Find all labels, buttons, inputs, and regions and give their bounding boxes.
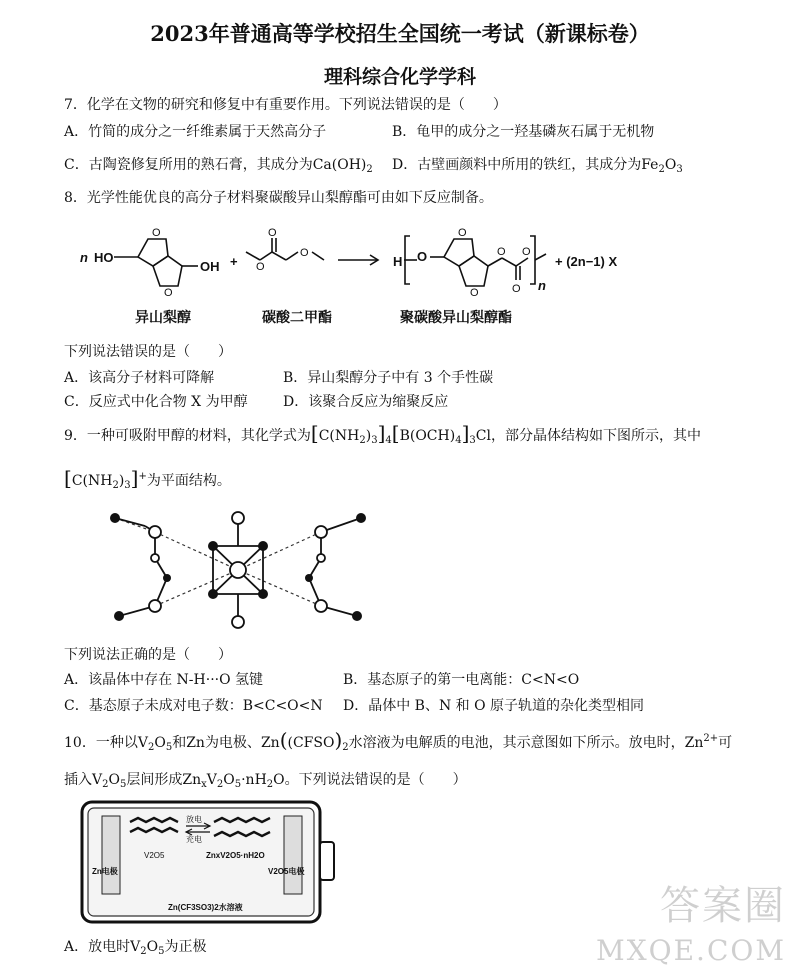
q8-option-d: D．该聚合反应为缩聚反应 (283, 394, 449, 410)
q9-option-d: D．晶体中 B、N 和 O 原子轨道的杂化类型相同 (343, 698, 645, 714)
plus-sign: + (230, 254, 238, 269)
n-subscript: n (538, 278, 546, 293)
svg-text:O: O (522, 246, 531, 258)
n-coefficient: n (80, 250, 88, 265)
byproduct: + (2n−1) X (555, 254, 618, 269)
oh-group: OH (200, 259, 220, 274)
znxv2o5-label: ZnxV2O5·nH2O (206, 851, 265, 860)
q7-stem: 7．化学在文物的研究和修复中有重要作用。下列说法错误的是（ ） (64, 97, 507, 113)
q7-option-b: B．龟甲的成分之一羟基磷灰石属于无机物 (392, 124, 655, 140)
q10-line2: 插入$V_2O_5$层间形成$Zn_xV_2O_5\cdot nH_2O$。下列说法错误的是（ ） (64, 772, 467, 790)
q9-line2: $[C(NH_2)_3]^+$为平面结构。 (64, 466, 231, 491)
label-dimethyl-carbonate: 碳酸二甲酯 (262, 309, 332, 325)
label-polymer: 聚碳酸异山梨醇酯 (400, 309, 512, 325)
svg-text:O: O (497, 246, 506, 258)
discharge-label: 放电 (186, 815, 202, 824)
q7-option-d: D．古壁画颜料中所用的铁红，其成分为$Fe_2O_3$ (392, 157, 683, 175)
q8-option-a: A．该高分子材料可降解 (64, 370, 215, 386)
svg-text:O: O (300, 247, 309, 259)
svg-text:O: O (512, 283, 521, 295)
charge-label: 充电 (186, 835, 202, 844)
h-end-group: H (393, 254, 403, 269)
q10-option-a: A．放电时$V_2O_5$为正极 (64, 939, 207, 957)
electrolyte-label: Zn(CF3SO3)2水溶液 (168, 903, 243, 912)
reaction-scheme (60, 222, 740, 330)
svg-text:O: O (256, 261, 265, 273)
ho-group: HO (94, 250, 114, 265)
battery-diagram (78, 798, 348, 926)
o-atom: O (417, 249, 428, 264)
watermark-url: MXQE.COM (596, 934, 786, 967)
q7-option-a: A．竹简的成分之一纤维素属于天然高分子 (64, 124, 327, 140)
v2o5-electrode-label: V2O5电极 (268, 867, 305, 876)
q9-lead: 下列说法正确的是（ ） (64, 647, 232, 663)
q7-option-c: C．古陶瓷修复所用的熟石膏，其成分为$Ca(OH)_2$ (64, 157, 373, 175)
subject-title: 理科综合化学学科 (323, 66, 476, 88)
q9-option-b: B．基态原子的第一电离能：C<N<O (343, 672, 580, 688)
label-isosorbide: 异山梨醇 (135, 309, 191, 325)
q9-option-a: A．该晶体中存在 N-H···O 氢键 (64, 672, 264, 688)
svg-text:O: O (458, 227, 467, 239)
q9-stem: 9．一种可吸附甲醇的材料，其化学式为$[C(NH_2)_3]_4[B(OCH)_4]_3Cl$，部分晶体结构如下图所示，其中 (64, 421, 701, 446)
q8-option-c: C．反应式中化合物 X 为甲醇 (64, 394, 248, 410)
q9-option-c: C．基态原子未成对电子数：B<C<O<N (64, 698, 323, 714)
svg-text:O: O (152, 227, 161, 239)
zn-electrode-label: Zn电极 (92, 867, 118, 876)
q8-option-b: B．异山梨醇分子中有 3 个手性碳 (283, 370, 494, 386)
v2o5-label: V2O5 (144, 851, 165, 860)
q8-stem: 8．光学性能优良的高分子材料聚碳酸异山梨醇酯可由如下反应制备。 (64, 190, 493, 206)
svg-text:O: O (164, 287, 173, 299)
crystal-structure (95, 498, 385, 640)
q10-line1: 10．一种以$V_2O_5$和Zn为电极、$Zn((CFSO)_2$水溶液为电解质的电池，其示意图如下所示。放电时，$Zn^{2+}$可 (64, 728, 733, 753)
exam-title: 2023年普通高等学校招生全国统一考试（新课标卷） (150, 21, 650, 46)
svg-text:O: O (470, 287, 479, 299)
watermark-logo: 答案圈 (660, 883, 786, 929)
svg-text:O: O (268, 227, 277, 239)
q8-lead: 下列说法错误的是（ ） (64, 344, 232, 360)
